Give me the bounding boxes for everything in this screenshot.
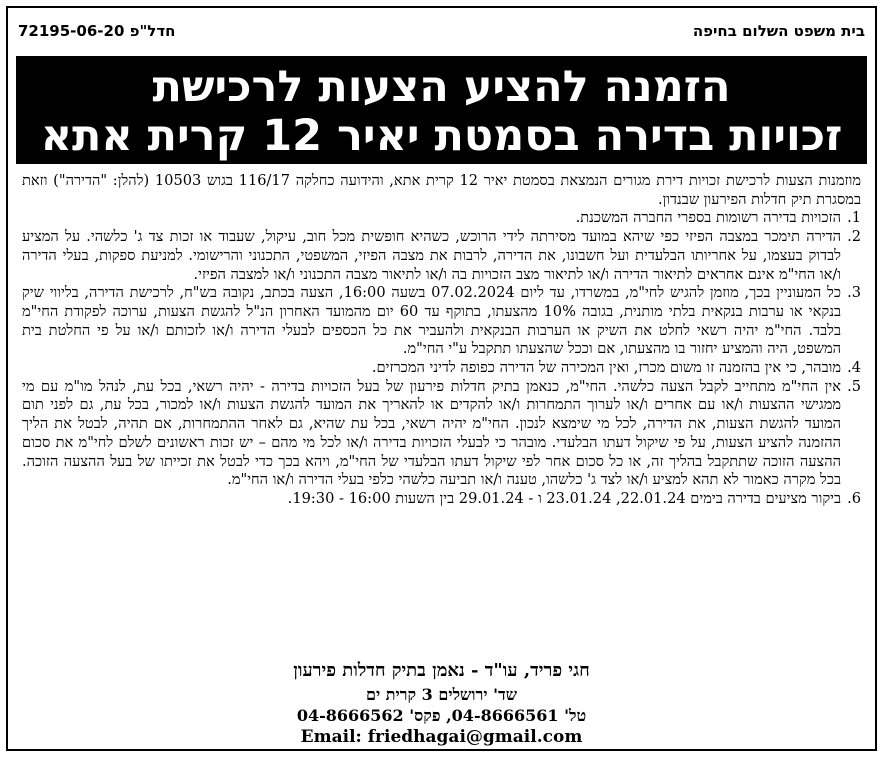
clause-number: 4. [847, 359, 861, 377]
title-line-1: הזמנה להציע הצעות לרכישת [152, 62, 731, 112]
clause-item [22, 378, 861, 490]
clause-number: 6. [847, 489, 861, 507]
clause-item [22, 490, 861, 509]
clause-text: אין החי"מ מתחייב לקבל הצעה כלשהי. החי"מ, כנאמן בתיק חדלות פירעון של בעל הזכויות בדירה - יהיה רשאי, בכל עת, לנהל מו"מ עם מי ממגישי ההצעות ו/או עם אחרים ו/או לערוך התמחרות ו/או להקדים או להאריך את המועד להגשת הצעות ו/או למכור, בכל עת, גם לפני תום המועד להגשת הצעות, את הדירה, לכל מי שימצא לנכון. החי"מ יהיה רשאי, בכל עת שהיא, גם לאחר ההתמחרות, אם תהיה, לבטל את הליך ההזמנה להציע הצעות, על פי שיקול דעתו הבלעדי. מובהר כי לבעלי הזכויות בדירה ו/או לכל מי מהם – יש זכות ראשונים לשלם לחי"מ את סכום ההצעה הזוכה שתתקבל בהליך זה, או כל סכום אחר לפי שיקול דעתו הבלעדי של החי"מ, ויהא בכך כדי לבטל את זכייתו של בעל ההצעה הזוכה. בכל מקרה כאמור לא תהא למציע ו/או לצד ג' כלשהו, טענה ו/או תביעה כלשהי כלפי בעלי הדירה ו/או החי"מ. [22, 377, 841, 489]
clause-text: ביקור מציעים בדירה בימים 22.01.24, 23.01.24 ו - 29.01.24 בין השעות 16:00 - 19:30. [287, 489, 841, 507]
notice-header [18, 18, 865, 44]
clause-text: הזכויות בדירה רשומות בספרי החברה המשכנת. [575, 209, 841, 227]
clause-text: מובהר, כי אין בהזמנה זו משום מכרז, ואין המכירה של הדירה כפופה לדיני המכרזים. [371, 359, 841, 377]
clause-item [22, 284, 861, 359]
clause-item [22, 359, 861, 378]
signature-email[interactable]: Email: friedhagai@gmail.com [300, 727, 583, 747]
legal-notice [6, 6, 877, 751]
signature-address: שד' ירושלים 3 קרית ים [365, 685, 518, 704]
clause-number: 3. [847, 284, 861, 302]
clause-text: כל המעוניין בכך, מוזמן להגיש לחי"מ, במשרדו, עד ליום 07.02.2024 בשעה 16:00, הצעה בכתב, נקובה בש"ח, לרכישת הדירה, בליווי שיק בנקאי או ערבות בנקאית בלתי מותנית, בגובה 10% מהצעתו, בתוקף עד 60 יום מהמועד האחרון הנ"ל להגשת הצעות, ערוכה לפקודת החי"מ בלבד. החי"מ יהיה רשאי לחלט את השיק או הערבות הבנקאית ולהעביר את כל הכספים לבעלי הדירה ו/או לזכותם ו/או על פי החלטת בית המשפט, היה והמציע יחזור בו מהצעתו, אם וככל שהצעתו תתקבל ע"י החי"מ. [22, 284, 841, 358]
clause-item [22, 209, 861, 228]
title-line-2: זכויות בדירה בסמטת יאיר 12 קרית אתא [40, 111, 843, 161]
clauses-list [22, 209, 861, 508]
signature-phones: טל' 04-8666561, פקס' 04-8666562 [296, 706, 587, 725]
clause-number: 1. [847, 209, 861, 227]
court-name: בית משפט השלום בחיפה [692, 22, 865, 40]
title-banner [16, 56, 867, 164]
notice-body [22, 172, 861, 509]
clause-number: 5. [847, 377, 861, 395]
signature-name: חגי פריד, עו"ד - נאמן בתיק חדלות פירעון [293, 660, 590, 681]
intro-paragraph: מוזמנות הצעות לרכישת זכויות דירת מגורים הנמצאת בסמטת יאיר 12 קרית אתא, והידועה כחלקה 116/17 בגוש 10503 (להלן: "הדירה") וזאת במסגרת תיק חדלות הפירעון שבנדון. [22, 172, 861, 208]
case-number: חדל"פ 72195-06-20 [18, 22, 176, 40]
clause-item [22, 228, 861, 284]
clause-number: 2. [847, 228, 861, 246]
clause-text: הדירה תימכר במצבה הפיזי כפי שיהא במועד מסירתה לידי הרוכש, כשהיא חופשית מכל חוב, עיקול, שעבוד או זכות צד ג' כלשהי. על המציע לבדוק בעצמו, על אחריותו הבלעדית ועל חשבונו, את הדירה, לרבות את מצבה הפיזי, המשפטי, התכנוני והרישומי. למניעת ספקות, בעלי הדירה ו/או החי"מ אינם אחראים לתיאור הדירה ו/או לתיאור מצב הזכויות בה ו/או לתיאור מצבה התכנוני ו/או למצבה הפיזי. [22, 228, 841, 283]
